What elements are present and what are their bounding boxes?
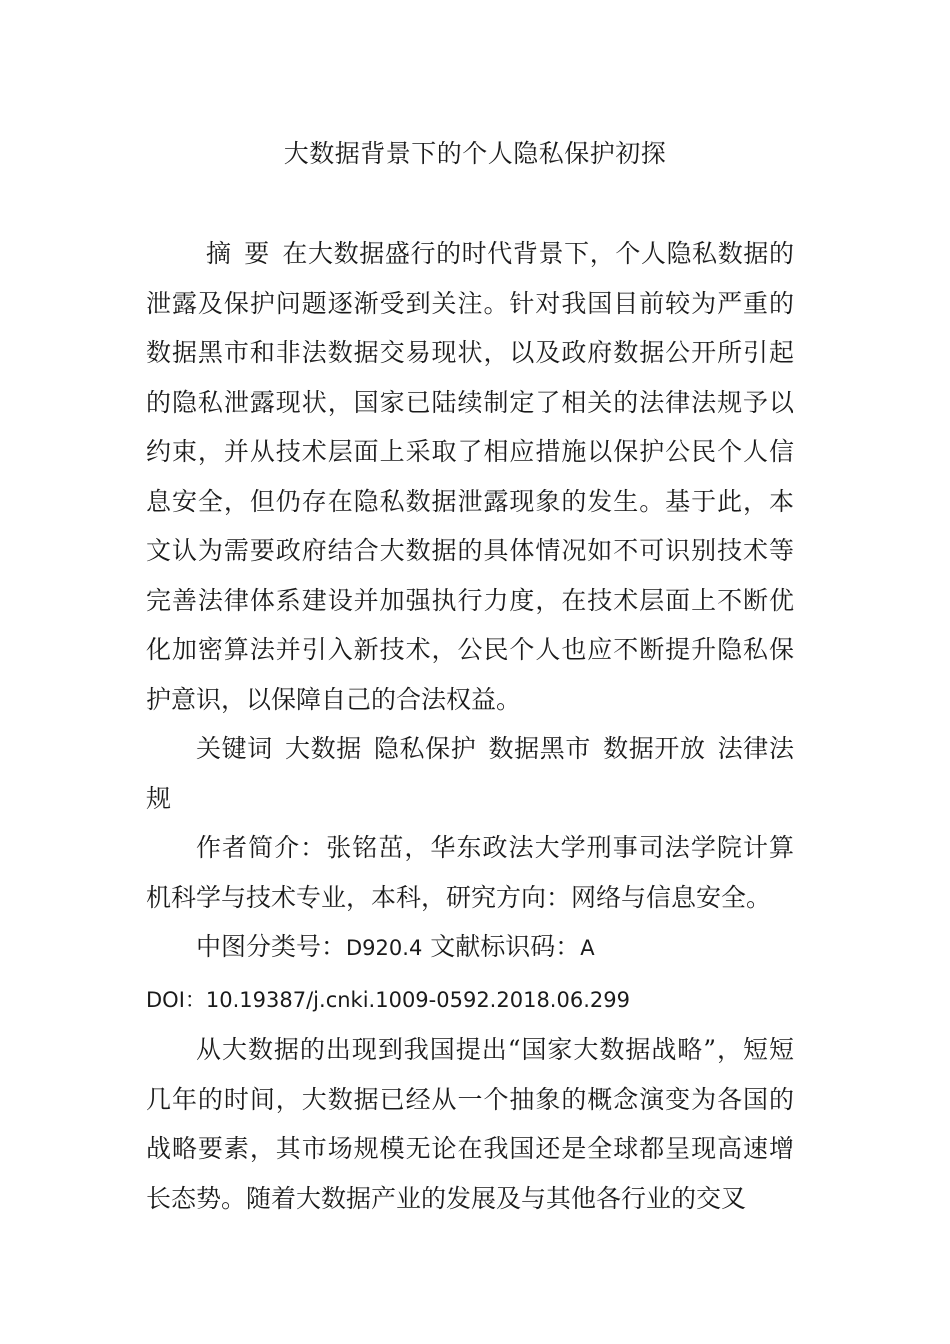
keyword-item: 法律法规	[146, 734, 794, 813]
keyword-item: 数据黑市	[488, 734, 592, 763]
doc-code-label: 文献标识码：	[430, 932, 581, 961]
abstract-label-1: 摘	[206, 239, 232, 268]
keywords-label: 关键词	[196, 734, 273, 763]
body-paragraph	[146, 1025, 794, 1223]
abstract-paragraph	[146, 229, 794, 724]
keyword-item: 大数据	[284, 734, 362, 763]
keyword-item: 隐私保护	[373, 734, 477, 763]
author-paragraph	[146, 823, 794, 922]
doi-paragraph	[146, 974, 794, 1026]
document-body	[146, 229, 794, 1223]
keyword-item: 数据开放	[603, 734, 706, 763]
abstract-text: 在大数据盛行的时代背景下，个人隐私数据的泄露及保护问题逐渐受到关注。针对我国目前较为严重的数据黑市和非法数据交易现状，以及政府数据公开所引起的隐私泄露现状，国家已陆续制定了相关的法律法规予以约束，并从技术层面上采取了相应措施以保护公民个人信息安全，但仍存在隐私数据泄露现象的发生。基于此，本文认为需要政府结合大数据的具体情况如不可识别技术等完善法律体系建设并加强执行力度，在技术层面上不断优化加密算法并引入新技术，公民个人也应不断提升隐私保护意识，以保障自己的合法权益。	[146, 239, 794, 714]
doi-label: DOI：	[146, 987, 206, 1012]
abstract-label-2: 要	[243, 239, 270, 268]
body-text: 从大数据的出现到我国提出“国家大数据战略”，短短几年的时间，大数据已经从一个抽象的概念演变为各国的战略要素，其市场规模无论在我国还是全球都呈现高速增长态势。随着大数据产业的发展及与其他各行业的交叉	[146, 1035, 794, 1213]
document-title: 大数据背景下的个人隐私保护初探	[283, 139, 667, 168]
author-text: 作者简介：张铭茁，华东政法大学刑事司法学院计算机科学与技术专业，本科，研究方向：网络与信息安全。	[146, 833, 794, 912]
keywords-paragraph	[146, 724, 794, 823]
doi-value: 10.19387/j.cnki.1009-0592.2018.06.299	[205, 987, 630, 1012]
clc-label: 中图分类号：	[196, 932, 347, 961]
doc-code-value: A	[580, 936, 595, 960]
classification-paragraph	[146, 922, 794, 974]
clc-value: D920.4	[346, 936, 423, 960]
